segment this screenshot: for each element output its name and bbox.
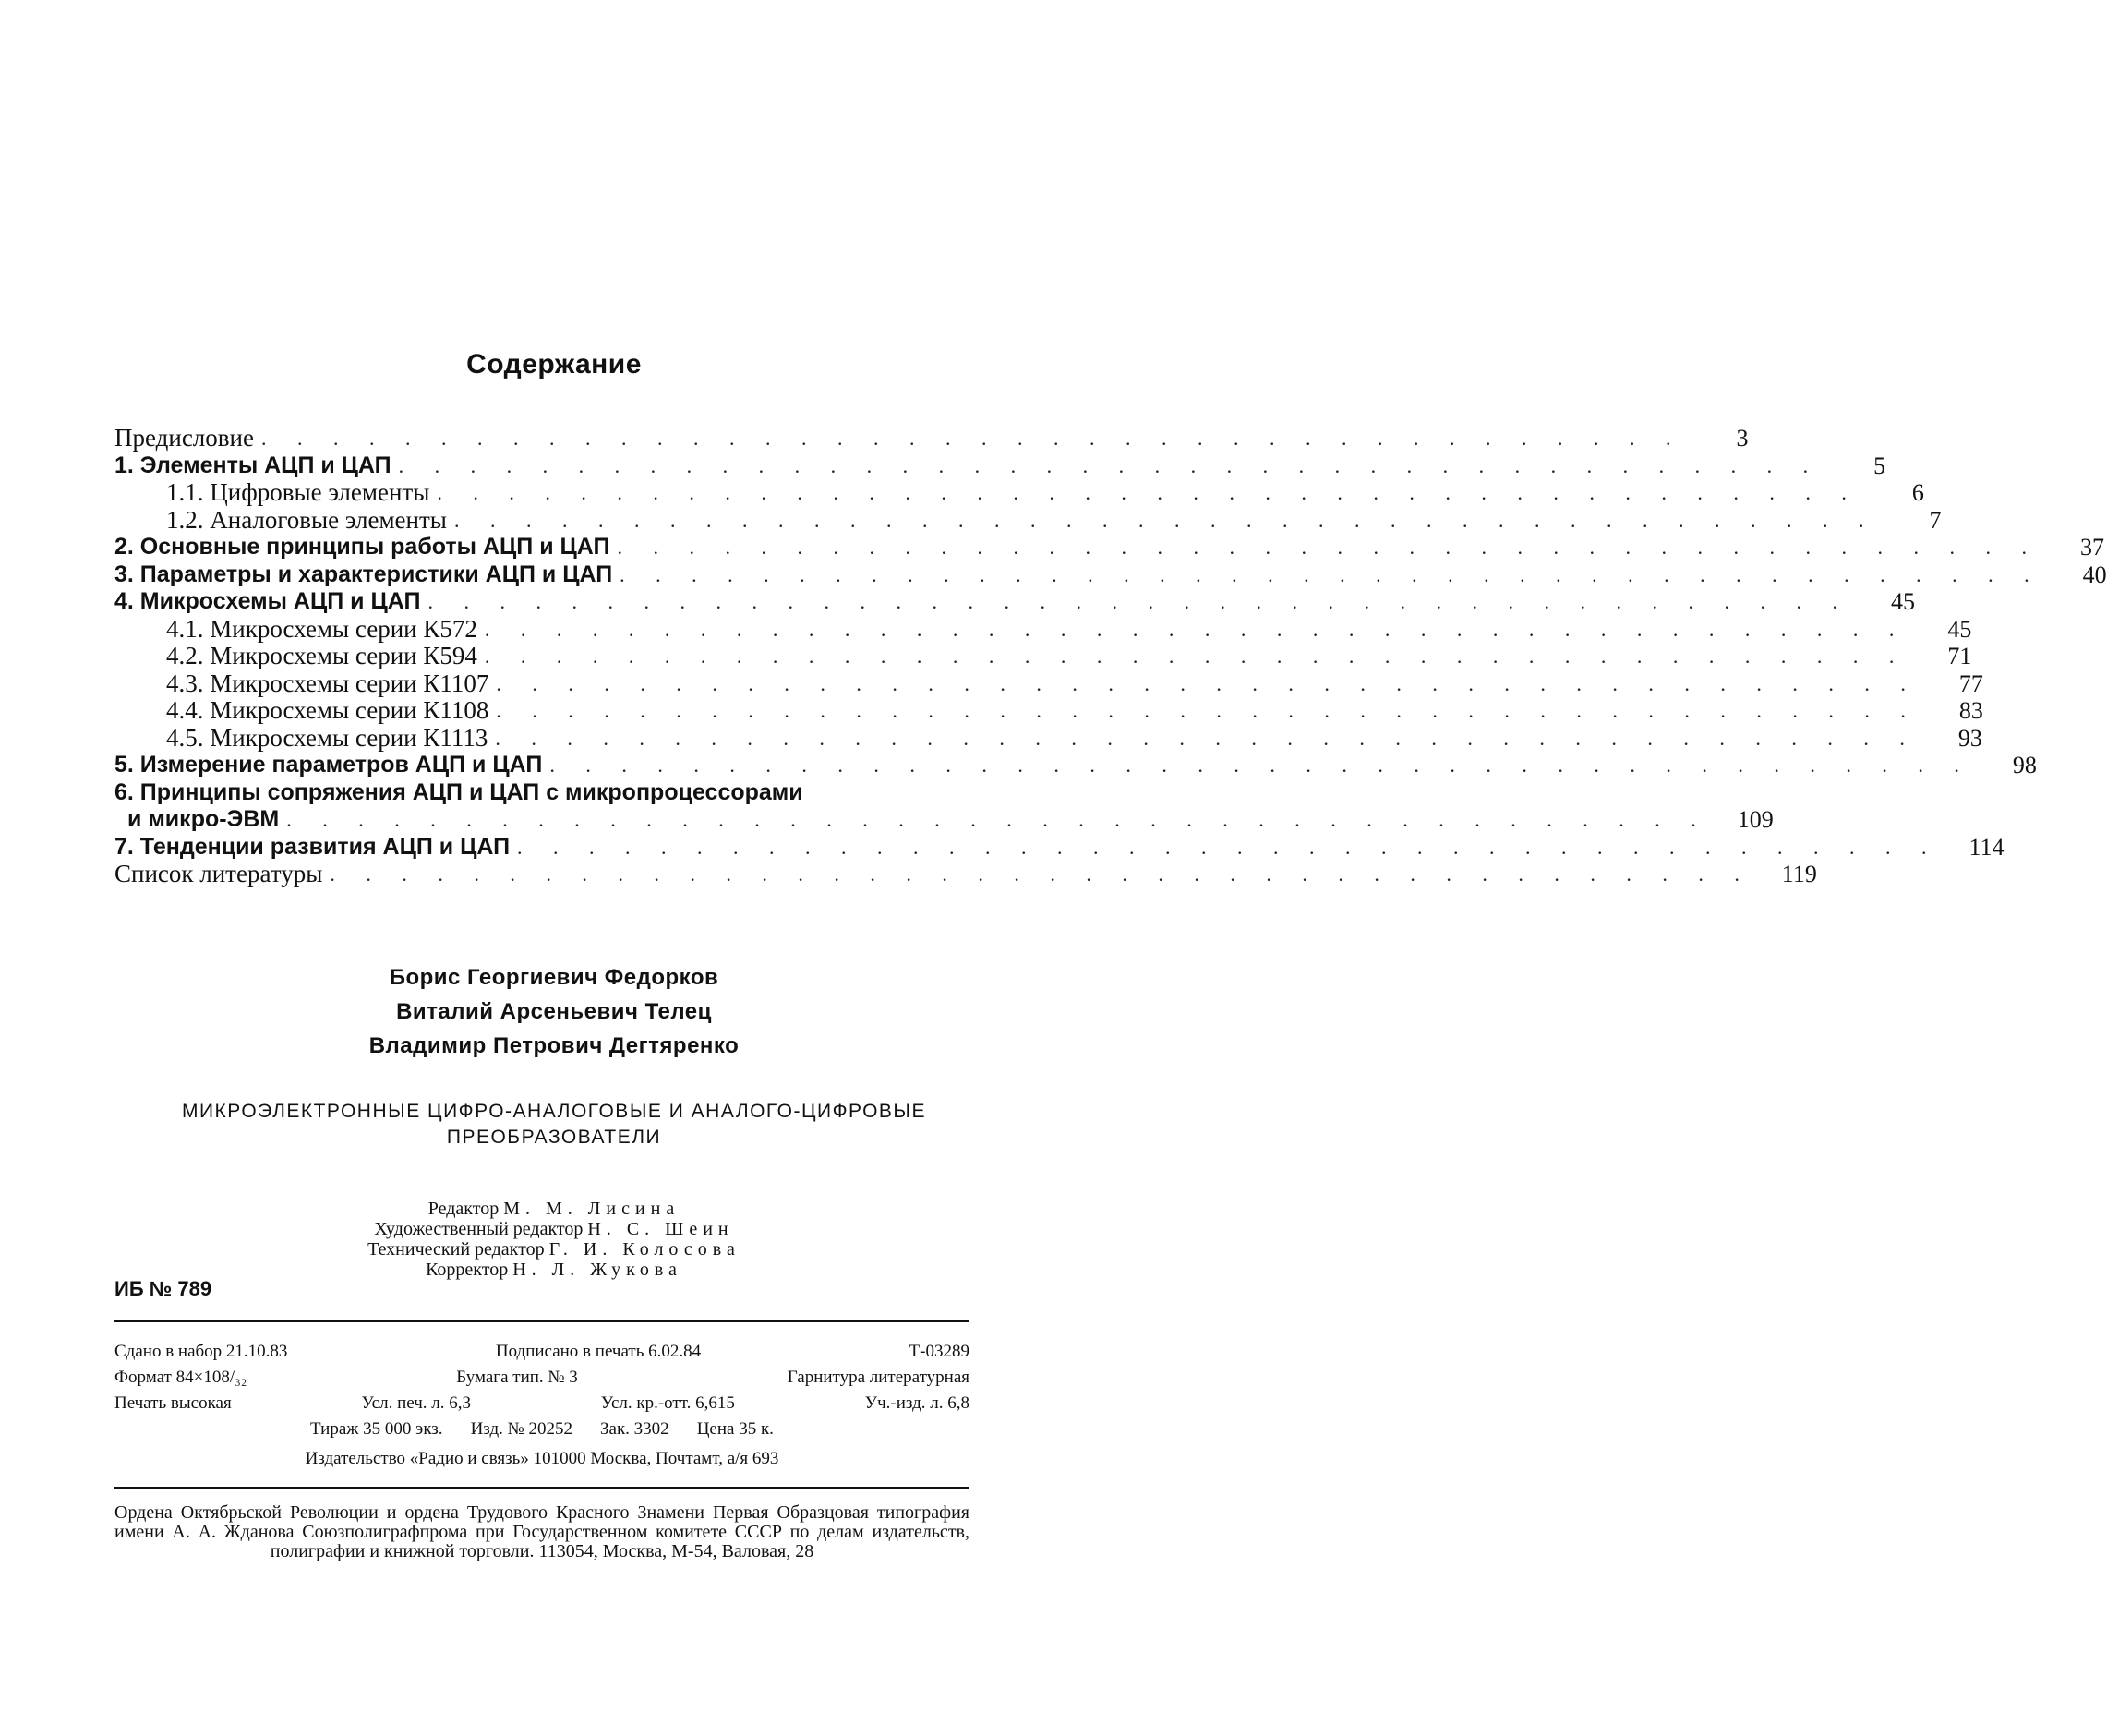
imprint-field: Печать высокая: [114, 1393, 232, 1413]
toc-entry-title: 1.2. Аналоговые элементы: [166, 505, 447, 534]
imprint-line: [114, 1417, 969, 1442]
dot-leader: . . . . . . . . . . . . . . . . . . . . . . . . . . . . . . . . . . . . . . . .: [427, 590, 1850, 613]
imprint-line: [114, 1339, 969, 1365]
toc-entry-title: 2. Основные принципы работы АЦП и ЦАП: [114, 534, 610, 560]
toc-entry: [114, 614, 1972, 644]
dot-leader: . . . . . . . . . . . . . . . . . . . . . . . . . . . . . . . . . . . . . . . .: [437, 481, 1860, 504]
toc-entry: [114, 478, 1924, 507]
dot-leader: . . . . . . . . . . . . . . . . . . . . . . . . . . . . . . . . . . . . . . . .: [484, 617, 1908, 641]
credit-person: М. М. Лисина: [503, 1199, 680, 1219]
imprint-line: [114, 1365, 969, 1391]
dot-leader: . . . . . . . . . . . . . . . . . . . . . . . . . . . . . . . . . . . . . . . .: [517, 835, 1940, 859]
toc-page-number: 6: [1911, 479, 1924, 506]
toc-page-number: 114: [1969, 833, 2005, 861]
imprint-field: Бумага тип. № 3: [456, 1368, 578, 1387]
imprint-field: Усл. кр.-отт. 6,615: [600, 1393, 735, 1413]
imprint-line: [114, 1446, 969, 1472]
credit-person: Г. И. Колосова: [548, 1239, 740, 1260]
author-name: Борис Георгиевич Федорков: [389, 965, 719, 990]
toc-page-number: 37: [2079, 534, 2104, 561]
toc-entry: [114, 424, 1749, 452]
dot-leader: . . . . . . . . . . . . . . . . . . . . . . . . . . . . . . . . . . . . . . . .: [286, 808, 1709, 831]
toc-page-number: 83: [1958, 697, 1983, 724]
dot-leader: . . . . . . . . . . . . . . . . . . . . . . . . . . . . . . . . . . . . . . . .: [260, 427, 1684, 450]
toc-page-number: 109: [1737, 806, 1774, 833]
toc-entry: [114, 561, 2107, 589]
toc-entry: [114, 723, 1982, 753]
toc-entry-title: и микро-ЭВМ: [127, 806, 280, 832]
imprint-field: Т-03289: [909, 1342, 969, 1361]
dot-leader: . . . . . . . . . . . . . . . . . . . . . . . . . . . . . . . . . . . . . . . .: [330, 862, 1752, 886]
toc-entry: [114, 860, 1817, 888]
imprint-field: Усл. печ. л. 6,3: [361, 1393, 471, 1413]
toc-entry: [114, 752, 2037, 779]
toc-entry: [114, 806, 1774, 834]
toc-entry-title: 4. Микросхемы АЦП и ЦАП: [114, 588, 421, 614]
imprint-field: Формат 84×108/₃₂: [114, 1368, 247, 1387]
credits-block: [0, 1199, 1108, 1280]
author-name: Владимир Петрович Дегтяренко: [368, 1033, 740, 1058]
toc-entry-title: 4.4. Микросхемы серии К1108: [166, 696, 489, 724]
toc-entry: [114, 534, 2104, 561]
imprint-line: [114, 1391, 969, 1417]
publisher-address: Издательство «Радио и связь» 101000 Москва, Почтамт, а/я 693: [305, 1449, 779, 1468]
toc-entry-title: 5. Измерение параметров АЦП и ЦАП: [114, 752, 543, 778]
imprint-field: Изд. № 20252: [470, 1419, 572, 1439]
imprint-field: Уч.-изд. л. 6,8: [864, 1393, 969, 1413]
toc-entry-title: 4.3. Микросхемы серии К1107: [166, 669, 489, 697]
toc-page-number: 45: [1890, 588, 1915, 615]
toc-page-number: 3: [1736, 425, 1749, 452]
toc-entry: [114, 642, 1972, 670]
author-name: Виталий Арсеньевич Телец: [396, 999, 712, 1024]
toc-page-number: 93: [1957, 724, 1982, 752]
imprint-field: Тираж 35 000 экз.: [310, 1419, 443, 1439]
toc-page-number: 7: [1929, 506, 1942, 534]
dot-leader: . . . . . . . . . . . . . . . . . . . . . . . . . . . . . . . . . . . . . . . .: [617, 536, 2040, 559]
contents-heading: Содержание: [466, 349, 642, 380]
toc-page-number: 5: [1873, 452, 1886, 479]
dot-leader: . . . . . . . . . . . . . . . . . . . . . . . . . . . . . . . . . . . . . . . .: [495, 726, 1918, 750]
toc-entry: [114, 588, 1915, 616]
toc-entry: [114, 452, 1886, 480]
imprint-field: Сдано в набор 21.10.83: [114, 1342, 288, 1361]
toc-page-number: 77: [1958, 669, 1983, 697]
printer-info: Ордена Октябрьской Революции и ордена Трудового Красного Знамени Первая Образцовая типография имени А. А. Жданова Союзполиграфпрома при Государственном комитете СССР по делам издательств, полиграфии и книжной торговли. 113054, Москва, М-54, Валовая, 28: [114, 1502, 969, 1561]
toc-entry-title: 3. Параметры и характеристики АЦП и ЦАП: [114, 561, 613, 587]
dot-leader: . . . . . . . . . . . . . . . . . . . . . . . . . . . . . . . . . . . . . . . .: [496, 671, 1919, 695]
book-title: МИКРОЭЛЕКТРОННЫЕ ЦИФРО-АНАЛОГОВЫЕ И АНАЛОГО-ЦИФРОВЫЕ ПРЕОБРАЗОВАТЕЛИ: [181, 1101, 927, 1148]
toc-entry-title: 4.1. Микросхемы серии К572: [166, 614, 477, 643]
credit-person: Н. С. Шеин: [587, 1219, 734, 1239]
imprint-field: Гарнитура литературная: [787, 1368, 969, 1387]
dot-leader: . . . . . . . . . . . . . . . . . . . . . . . . . . . . . . . . . . . . . . . .: [398, 453, 1822, 477]
ib-number: ИБ № 789: [114, 1277, 212, 1300]
credit-role: Технический редактор: [367, 1239, 545, 1260]
toc-page-number: 119: [1781, 861, 1817, 887]
credit-line: [0, 1219, 1108, 1239]
dot-leader: . . . . . . . . . . . . . . . . . . . . . . . . . . . . . . . . . . . . . . . .: [484, 645, 1908, 668]
toc-entry: [114, 779, 982, 807]
imprint-field: Подписано в печать 6.02.84: [495, 1342, 702, 1361]
toc-page-number: 40: [2082, 561, 2107, 588]
dot-leader: . . . . . . . . . . . . . . . . . . . . . . . . . . . . . . . . . . . . . . . .: [620, 562, 2042, 586]
toc-entry: [114, 833, 2005, 862]
credit-role: Корректор: [426, 1260, 509, 1280]
toc-entry: [114, 505, 1942, 535]
toc-entry-title: 4.5. Микросхемы серии К1113: [166, 723, 488, 752]
authors-block: [0, 960, 1108, 1063]
toc-entry-title: 1. Элементы АЦП и ЦАП: [114, 452, 391, 478]
dot-leader: . . . . . . . . . . . . . . . . . . . . . . . . . . . . . . . . . . . . . . . .: [549, 753, 1972, 777]
toc-page-number: 45: [1947, 615, 1972, 643]
toc-page-number: 98: [2012, 752, 2037, 778]
imprint-block: [114, 1339, 969, 1472]
toc-page-number: 71: [1947, 643, 1972, 669]
toc-entry-title: Предисловие: [114, 424, 254, 452]
table-of-contents: [114, 424, 2107, 888]
toc-entry-title: 4.2. Микросхемы серии К594: [166, 642, 477, 669]
divider: [114, 1320, 969, 1322]
imprint-field: Зак. 3302: [600, 1419, 669, 1439]
toc-entry: [114, 669, 1983, 698]
credit-line: [0, 1239, 1108, 1260]
toc-entry-title: 1.1. Цифровые элементы: [166, 478, 430, 506]
toc-entry-title: 6. Принципы сопряжения АЦП и ЦАП с микропроцессорами: [114, 778, 803, 805]
divider: [114, 1487, 969, 1489]
imprint-field: Цена 35 к.: [696, 1419, 774, 1439]
credit-role: Художественный редактор: [374, 1219, 584, 1239]
dot-leader: . . . . . . . . . . . . . . . . . . . . . . . . . . . . . . . . . . . . . . . .: [453, 508, 1877, 532]
toc-entry: [114, 696, 1983, 725]
toc-entry-title: Список литературы: [114, 860, 323, 887]
credit-line: [0, 1199, 1108, 1219]
credit-person: Н. Л. Жукова: [512, 1260, 682, 1280]
credit-role: Редактор: [427, 1199, 500, 1219]
toc-entry-title: 7. Тенденции развития АЦП и ЦАП: [114, 833, 511, 860]
dot-leader: . . . . . . . . . . . . . . . . . . . . . . . . . . . . . . . . . . . . . . . .: [496, 699, 1919, 722]
